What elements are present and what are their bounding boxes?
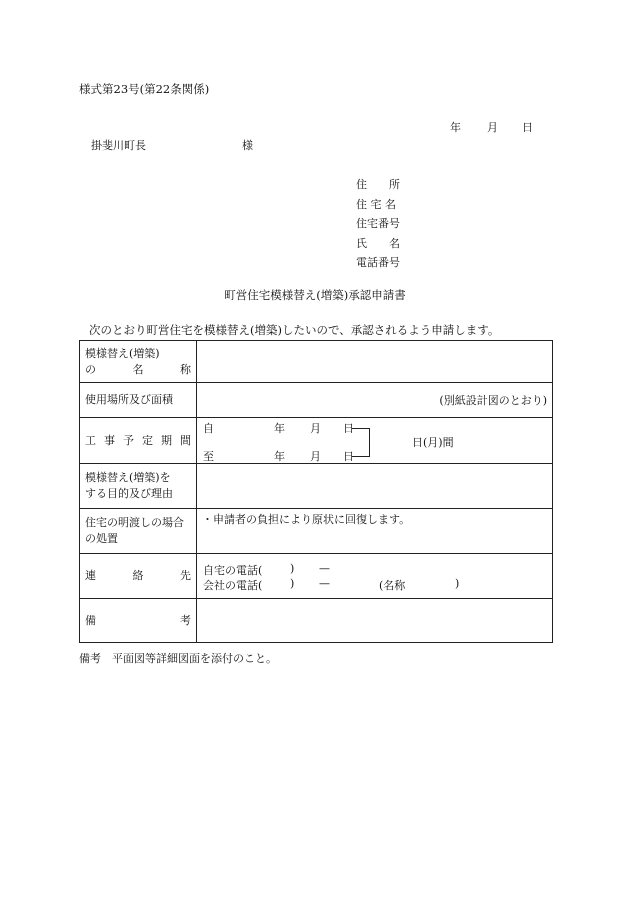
value-remarks[interactable]	[197, 599, 553, 643]
label-char: 備	[85, 613, 96, 627]
label-char: 間	[180, 433, 191, 447]
period-from-label: 自	[203, 421, 214, 435]
field-phone: 電話番号	[356, 256, 400, 269]
label-name	[80, 341, 197, 383]
date-day: 日	[522, 121, 533, 134]
label-char: 称	[180, 362, 191, 376]
label-char: 連	[85, 569, 96, 582]
label-char: 定	[142, 433, 153, 447]
home-phone-dash: —	[319, 562, 330, 575]
field-name: 氏 名	[356, 236, 400, 250]
label-name-line2	[85, 362, 191, 378]
label-vacate-line1: 住宅の明渡しの場合	[85, 516, 184, 529]
home-phone-label: 自宅の電話(	[203, 564, 263, 577]
period-bracket	[352, 428, 370, 457]
company-name-label: (名称	[379, 579, 406, 592]
label-char: 絡	[132, 569, 144, 582]
applicant-fields	[356, 175, 400, 273]
work-phone-paren: )	[290, 577, 295, 590]
field-address: 住 所	[356, 178, 400, 191]
field-housing-number: 住宅番号	[356, 217, 400, 230]
value-contact[interactable]	[197, 554, 553, 599]
value-vacate: ・申請者の負担により原状に回復します。	[197, 509, 553, 554]
footer-note: 備考 平面図等詳細図面を添付のこと。	[79, 652, 277, 665]
field-housing-name: 住 宅 名	[356, 197, 396, 211]
period-from-year: 年	[274, 421, 285, 435]
label-char: 予	[123, 433, 134, 447]
period-to-label: 至	[203, 449, 214, 463]
label-name-line1: 模様替え(増築)	[85, 346, 160, 360]
label-char: 考	[180, 613, 191, 627]
label-purpose	[80, 464, 197, 509]
honorific: 様	[242, 139, 253, 152]
home-phone-paren: )	[290, 562, 295, 575]
value-period[interactable]	[197, 418, 553, 464]
label-remarks	[80, 599, 197, 643]
application-table	[79, 340, 553, 643]
label-contact	[80, 554, 197, 599]
period-duration: 日(月)間	[412, 435, 454, 449]
work-phone-dash: —	[319, 577, 330, 590]
table-row-purpose	[80, 464, 553, 509]
label-purpose-line2: する目的及び理由	[85, 487, 173, 500]
label-char: 期	[161, 433, 172, 447]
label-char: 事	[104, 433, 115, 447]
period-to-month: 月	[310, 449, 321, 463]
label-char: 工	[85, 433, 96, 447]
label-char: の	[85, 362, 96, 376]
table-row-contact	[80, 554, 553, 599]
label-vacate	[80, 509, 197, 554]
label-char: 先	[180, 569, 191, 582]
intro-text: 次のとおり町営住宅を模様替え(増築)したいので、承認されるよう申請します。	[89, 323, 500, 337]
work-phone-label: 会社の電話(	[203, 579, 263, 592]
table-row-name	[80, 341, 553, 383]
company-name-paren: )	[455, 577, 460, 590]
label-location: 使用場所及び面積	[80, 383, 197, 418]
value-location: (別紙設計図のとおり)	[197, 383, 553, 418]
date-year: 年	[450, 121, 461, 134]
value-name[interactable]	[197, 341, 553, 383]
label-purpose-line1: 模様替え(増築)を	[85, 471, 171, 484]
value-purpose[interactable]	[197, 464, 553, 509]
period-from-day: 日	[343, 421, 354, 435]
table-row-location	[80, 383, 553, 418]
form-number: 様式第23号(第22条関係)	[79, 82, 210, 96]
table-row-vacate	[80, 509, 553, 554]
date-month: 月	[487, 121, 498, 134]
period-from-month: 月	[310, 421, 321, 435]
label-vacate-line2: の処置	[85, 532, 118, 545]
document-title: 町営住宅模様替え(増築)承認申請書	[224, 288, 406, 302]
table-row-remarks	[80, 599, 553, 643]
label-period	[80, 418, 197, 464]
addressee: 掛斐川町長	[91, 139, 146, 152]
period-to-year: 年	[274, 449, 285, 463]
period-to-day: 日	[343, 449, 354, 463]
table-row-period	[80, 418, 553, 464]
label-char: 名	[132, 362, 144, 376]
